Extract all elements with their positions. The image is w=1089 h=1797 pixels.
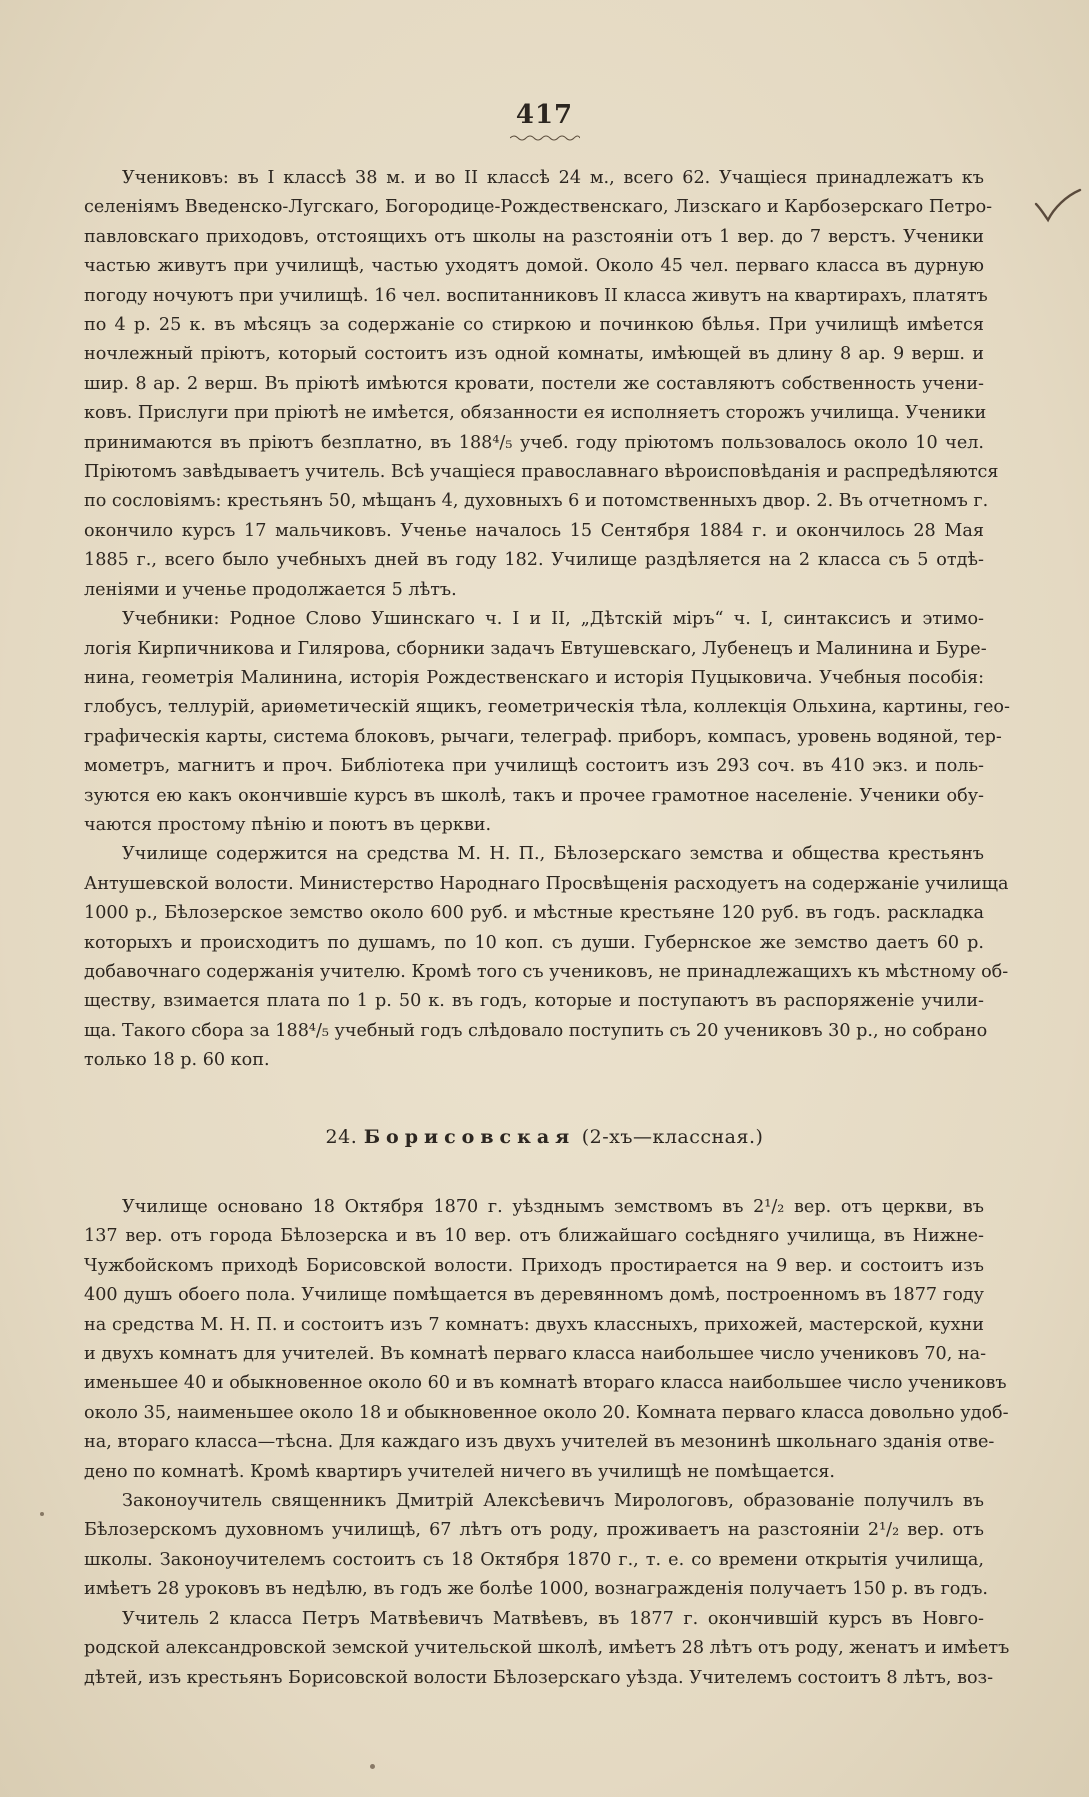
text-line: Училище основано 18 Октября 1870 г. уѣзднымъ земствомъ въ 2¹/₂ вер. отъ церкви, въ <box>122 1197 984 1217</box>
text-line: принимаются въ пріютъ безплатно, въ 188⁴/₅ учеб. году пріютомъ пользовалось около 10 чел. <box>84 432 984 453</box>
section1-paragraph-1 <box>84 164 999 605</box>
section-heading <box>0 1126 1089 1148</box>
text-line: и двухъ комнатъ для учителей. Въ комнатѣ перваго класса наибольшее число учениковъ 70, на- <box>84 1344 987 1365</box>
text-line: логія Кирпичникова и Гилярова, сборники задачъ Евтушевскаго, Лубенецъ и Малинина и Буре- <box>84 638 987 659</box>
text-line: графическія карты, система блоковъ, рычаги, телеграф. приборъ, компасъ, уровень водяной, тер- <box>84 726 1002 747</box>
text-line: селеніямъ Введенско-Лугскаго, Богородице-Рождественскаго, Лизскаго и Карбозерскаго Петро- <box>84 197 993 218</box>
page-number: 417 <box>515 100 574 130</box>
section2-text <box>84 1193 1010 1693</box>
text-line: Учебники: Родное Слово Ушинскаго ч. I и II, „Дѣтскій міръ“ ч. I, синтаксисъ и этимо- <box>122 609 984 630</box>
text-line: чаются простому пѣнію и поютъ въ церкви. <box>84 814 492 835</box>
text-line: по сословіямъ: крестьянъ 50, мѣщанъ 4, духовныхъ 6 и потомственныхъ двор. 2. Въ отчетномъ г. <box>84 491 989 512</box>
page-number-ornament <box>510 134 580 142</box>
text-line: окончило курсъ 17 мальчиковъ. Ученье началось 15 Сентября 1884 г. и окончилось 28 Мая <box>84 520 984 541</box>
section-heading-number: 24. <box>325 1126 358 1148</box>
section1-paragraph-3 <box>84 840 1009 1075</box>
text-line: на, втораго класса—тѣсна. Для каждаго изъ двухъ учителей въ мезонинѣ школьнаго зданія отве- <box>84 1432 995 1453</box>
text-line: ща. Такого сбора за 188⁴/₅ учебный годъ слѣдовало поступить съ 20 учениковъ 30 р., но собрано <box>84 1020 988 1041</box>
text-line: дено по комнатѣ. Кромѣ квартиръ учителей ничего въ училищѣ не помѣщается. <box>84 1461 836 1482</box>
text-line: Законоучитель священникъ Дмитрій Алексѣевичъ Мирологовъ, образованіе получилъ въ <box>122 1491 984 1512</box>
handwritten-checkmark-icon <box>1034 188 1082 224</box>
text-line: ществу, взимается плата по 1 р. 50 к. въ годъ, которые и поступаютъ въ распоряженіе учили- <box>84 991 984 1012</box>
text-line: школы. Законоучителемъ состоитъ съ 18 Октября 1870 г., т. е. со времени открытія училища, <box>84 1549 984 1570</box>
text-line: ковъ. Прислуги при пріютѣ не имѣется, обязанности ея исполняетъ сторожъ училища. Ученики <box>84 403 987 424</box>
text-line: по 4 р. 25 к. въ мѣсяцъ за содержаніе со стиркою и починкою бѣлья. При училищѣ имѣется <box>84 315 984 336</box>
text-line: Бѣлозерскомъ духовномъ училищѣ, 67 лѣтъ отъ роду, проживаетъ на разстояніи 2¹/₂ вер. отъ <box>84 1520 984 1541</box>
section2-paragraph-1 <box>84 1193 1009 1487</box>
ink-dot <box>370 1764 375 1769</box>
text-line: Антушевской волости. Министерство Народнаго Просвѣщенія расходуетъ на содержаніе училища <box>84 873 1009 894</box>
text-line: родской александровской земской учительской школѣ, имѣетъ 28 лѣтъ отъ роду, женатъ и имѣетъ <box>84 1638 1010 1659</box>
section2-paragraph-2 <box>84 1487 989 1605</box>
text-line: нина, геометрія Малинина, исторія Рождественскаго и исторія Пуцыковича. Учебныя пособія: <box>84 667 984 688</box>
text-line: имѣетъ 28 уроковъ въ недѣлю, въ годъ же болѣе 1000, вознагражденія получаетъ 150 р. въ годъ. <box>84 1579 989 1600</box>
text-line: 1885 г., всего было учебныхъ дней въ году 182. Училище раздѣляется на 2 класса съ 5 отдѣ- <box>84 550 984 571</box>
text-line: шир. 8 ар. 2 верш. Въ пріютѣ имѣются кровати, постели же составляютъ собственность учени- <box>84 373 984 394</box>
text-line: зуются ею какъ окончившіе курсъ въ школѣ, такъ и прочее грамотное населеніе. Ученики обу- <box>84 785 984 806</box>
ink-dot <box>40 1512 44 1516</box>
text-line: Учитель 2 класса Петръ Матвѣевичъ Матвѣевъ, въ 1877 г. окончившій курсъ въ Новго- <box>122 1608 984 1629</box>
text-line: дѣтей, изъ крестьянъ Борисовской волости Бѣлозерскаго уѣзда. Учителемъ состоитъ 8 лѣтъ, воз- <box>84 1667 994 1688</box>
text-line: Пріютомъ завѣдываетъ учитель. Всѣ учащіеся православнаго вѣроисповѣданія и распредѣляются <box>84 462 999 483</box>
section-heading-type: (2-хъ—классная.) <box>581 1126 764 1148</box>
text-line: частью живутъ при училищѣ, частью уходятъ домой. Около 45 чел. перваго класса въ дурную <box>84 256 984 277</box>
section-heading-name: Борисовская <box>363 1126 576 1148</box>
text-line: на средства М. Н. П. и состоитъ изъ 7 комнатъ: двухъ классныхъ, прихожей, мастерской, кухни <box>84 1314 984 1335</box>
text-line: Учениковъ: въ I классѣ 38 м. и во II классѣ 24 м., всего 62. Учащіеся принадлежатъ къ <box>122 168 984 188</box>
text-line: именьшее 40 и обыкновенное около 60 и въ комнатѣ втораго класса наибольшее число учениковъ <box>84 1373 1007 1394</box>
text-line: глобусъ, теллурій, ариѳметическій ящикъ, геометрическія тѣла, коллекція Ольхина, картины, гео- <box>84 697 1010 718</box>
text-line: добавочнаго содержанія учителю. Кромѣ того съ учениковъ, не принадлежащихъ къ мѣстному об- <box>84 961 1009 982</box>
text-line: мометръ, магнитъ и проч. Библіотека при училищѣ состоитъ изъ 293 соч. въ 410 экз. и поль- <box>84 756 984 777</box>
text-line: Чужбойскомъ приходѣ Борисовской волости. Приходъ простирается на 9 вер. и состоитъ изъ <box>84 1255 984 1276</box>
text-line: погоду ночуютъ при училищѣ. 16 чел. воспитанниковъ II класса живутъ на квартирахъ, платятъ <box>84 285 988 306</box>
text-line: около 35, наименьшее около 18 и обыкновенное около 20. Комната перваго класса довольно удоб- <box>84 1402 1009 1423</box>
text-line: павловскаго приходовъ, отстоящихъ отъ школы на разстояніи отъ 1 вер. до 7 верстъ. Ученики <box>84 226 984 247</box>
section1-text <box>84 164 1010 1076</box>
section2-paragraph-3 <box>84 1605 1010 1693</box>
text-line: леніями и ученье продолжается 5 лѣтъ. <box>84 579 457 600</box>
text-line: ночлежный пріютъ, который состоитъ изъ одной комнаты, имѣющей въ длину 8 ар. 9 верш. и <box>84 344 984 365</box>
section1-paragraph-2 <box>84 605 1010 840</box>
text-line: только 18 р. 60 коп. <box>84 1050 270 1071</box>
text-line: 137 вер. отъ города Бѣлозерска и въ 10 вер. отъ ближайшаго сосѣдняго училища, въ Нижне- <box>84 1226 984 1247</box>
text-line: 400 душъ обоего пола. Училище помѣщается въ деревянномъ домѣ, построенномъ въ 1877 году <box>84 1285 984 1306</box>
text-line: Училище содержится на средства М. Н. П., Бѣлозерскаго земства и общества крестьянъ <box>122 844 984 865</box>
text-line: 1000 р., Бѣлозерское земство около 600 руб. и мѣстные крестьяне 120 руб. въ годъ. раскладка <box>84 903 984 924</box>
text-line: которыхъ и происходитъ по душамъ, по 10 коп. съ души. Губернское же земство даетъ 60 р. <box>84 932 984 953</box>
